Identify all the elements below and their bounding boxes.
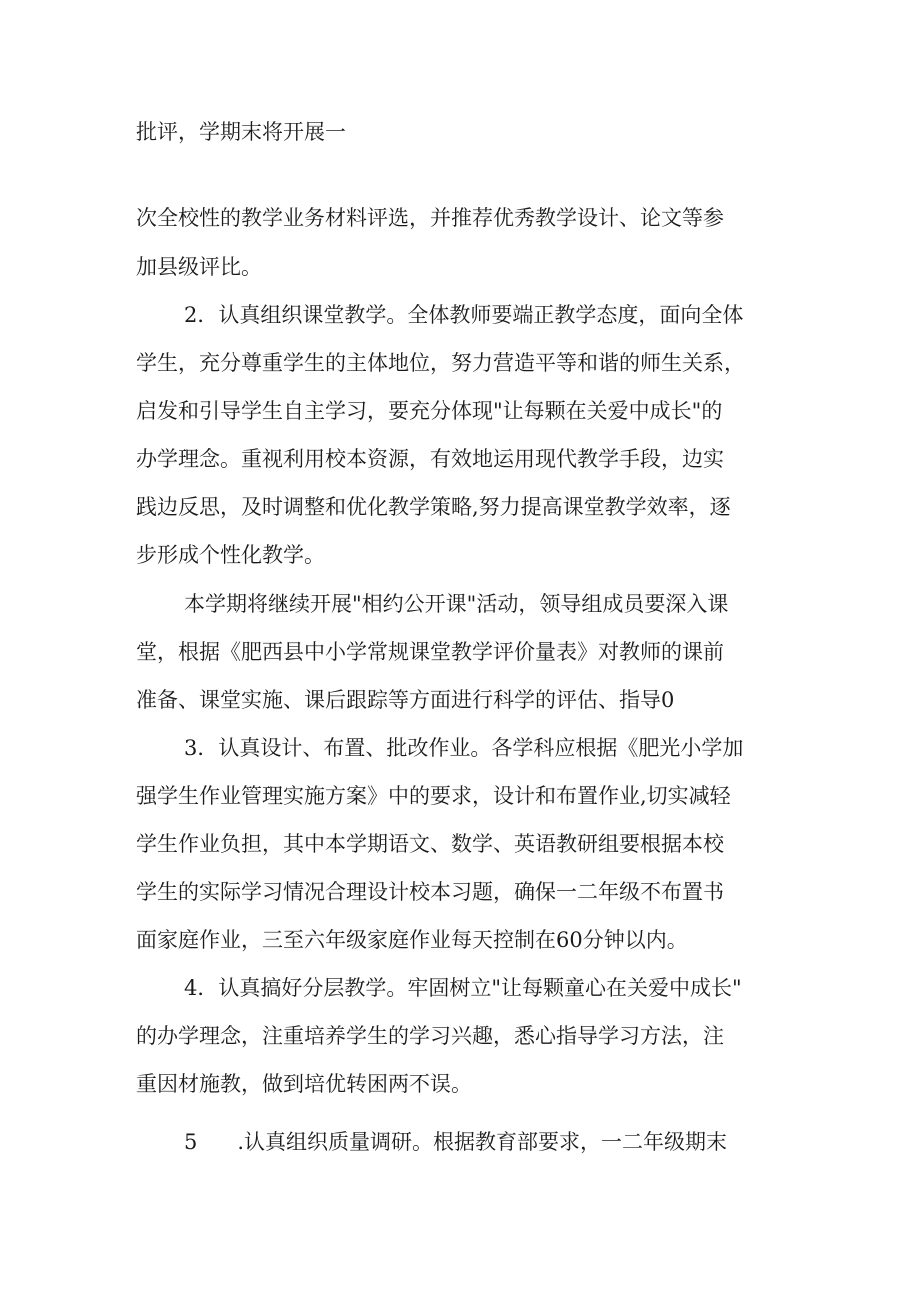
text-line: 堂，根据《肥西县中小学常规课堂教学评价量表》对教师的课前 [136, 640, 724, 664]
text-line: 学生，充分尊重学生的主体地位，努力营造平等和谐的师生关系， [136, 351, 745, 375]
paragraph-start-line: 2．认真组织课堂教学。全体教师要端正教学态度，面向全体 [184, 303, 744, 327]
text-line: 次全校性的教学业务材料评选，并推荐优秀教学设计、论文等参 [136, 206, 724, 230]
text-line: 践边反思，及时调整和优化教学策略,努力提高课堂教学效率，逐 [136, 495, 731, 519]
paragraph-start-line [184, 1128, 727, 1156]
text-line: 批评，学期末将开展一 [136, 120, 346, 144]
text-line: 的办学理念，注重培养学生的学习兴趣，悉心指导学习方法，注 [136, 1024, 724, 1048]
text-line: 办学理念。重视利用校本资源，有效地运用现代教学手段，边实 [136, 447, 724, 471]
text-line: 准备、课堂实施、课后跟踪等方面进行科学的评估、指导0 [136, 688, 675, 712]
paragraph-start-line: 3．认真设计、布置、批改作业。各学科应根据《肥光小学加 [184, 736, 744, 760]
item-number: 5 [184, 1130, 198, 1154]
text-line: 学生的实际学习情况合理设计校本习题，确保一二年级不布置书 [136, 880, 724, 904]
text-line: 学生作业负担，其中本学期语文、数学、英语教研组要根据本校 [136, 832, 724, 856]
text-line: 强学生作业管理实施方案》中的要求，设计和布置作业,切实减轻 [136, 784, 731, 808]
item-text: .认真组织质量调研。根据教育部要求，一二年级期末 [237, 1130, 728, 1154]
paragraph-start-line: 4．认真搞好分层教学。牢固树立"让每颗童心在关爱中成长" [184, 976, 742, 1000]
text-line: 面家庭作业，三至六年级家庭作业每天控制在60分钟以内。 [136, 928, 688, 952]
text-line: 重因材施教，做到培优转困两不误。 [136, 1072, 472, 1096]
text-line: 加县级评比。 [136, 255, 262, 279]
text-line: 启发和引导学生自主学习，要充分体现"让每颗在关爱中成长"的 [136, 399, 723, 423]
text-line: 步形成个性化教学。 [136, 543, 325, 567]
paragraph-start-line: 本学期将继续开展"相约公开课"活动，领导组成员要深入课 [184, 592, 729, 616]
